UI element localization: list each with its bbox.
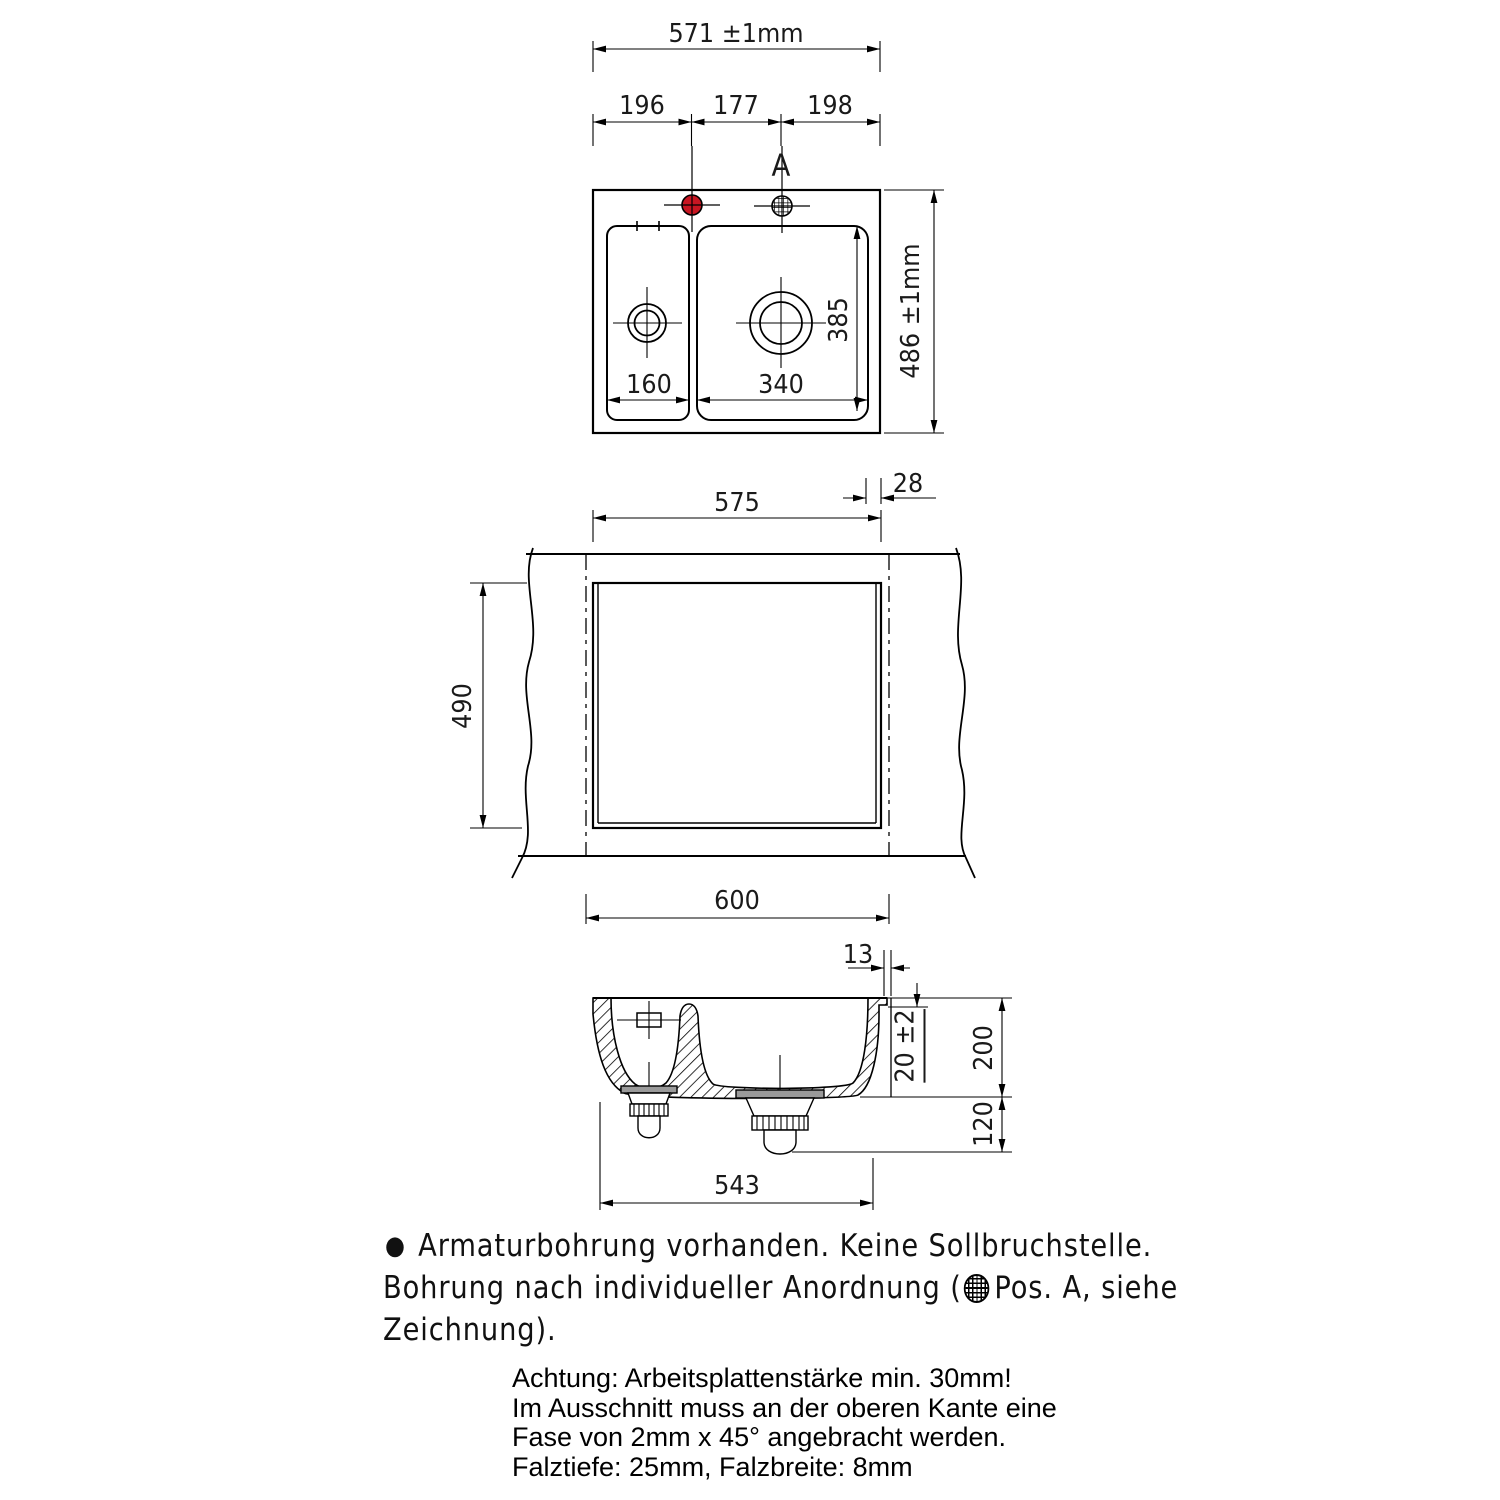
warning-line-3: Fase von 2mm x 45° angebracht werden. [512,1422,1007,1452]
dim-label-bowl-depth: 200 [969,1025,999,1071]
large-bowl-drain [736,1055,824,1154]
dim-label-total-width: 571 ±1mm [668,19,804,49]
warning-block [512,1364,1057,1482]
note-line-2: Bohrung nach individueller Anordnung ( Pos. A, siehe [383,1270,1179,1306]
note-line-3: Zeichnung). [383,1312,557,1348]
dim-label-cutout-width: 575 [714,488,760,518]
dim-label-body-width: 543 [714,1171,760,1201]
small-bowl-drain [621,1062,677,1138]
dim-label-hole-left: 196 [619,91,665,121]
dim-label-hole-mid: 177 [713,91,759,121]
note-line-1: ● Armaturbohrung vorhanden. Keine Sollbruchstelle. [385,1228,1153,1264]
dim-label-bowl-large-width: 340 [758,370,804,400]
dim-label-hole-right: 198 [807,91,853,121]
dim-label-total-depth: 486 ±1mm [896,243,926,379]
dim-label-cutout-depth: 490 [448,683,478,729]
position-a-symbol-icon [964,1274,990,1303]
dim-label-drain-clearance: 120 [969,1101,999,1147]
bullet-icon: ● [385,1231,406,1261]
warning-line-4: Falztiefe: 25mm, Falzbreite: 8mm [512,1451,913,1482]
warning-line-2: Im Ausschnitt muss an der oberen Kante eine [512,1392,1057,1423]
dim-label-rim-height: 20 ±2 [891,1009,926,1082]
dim-label-rim-overhang: 28 [892,469,924,499]
warning-line-1: Achtung: Arbeitsplattenstärke min. 30mm! [512,1363,1012,1393]
hole-position-label: A [771,148,791,184]
section-view-drawing [593,950,1012,1210]
dim-label-bowl-large-depth: 385 [824,297,854,343]
dim-label-cabinet-width: 600 [714,886,760,916]
cutout-view-drawing [470,478,975,924]
dim-label-bowl-small-width: 160 [626,370,672,400]
dim-label-rim-lip: 13 [842,940,874,970]
